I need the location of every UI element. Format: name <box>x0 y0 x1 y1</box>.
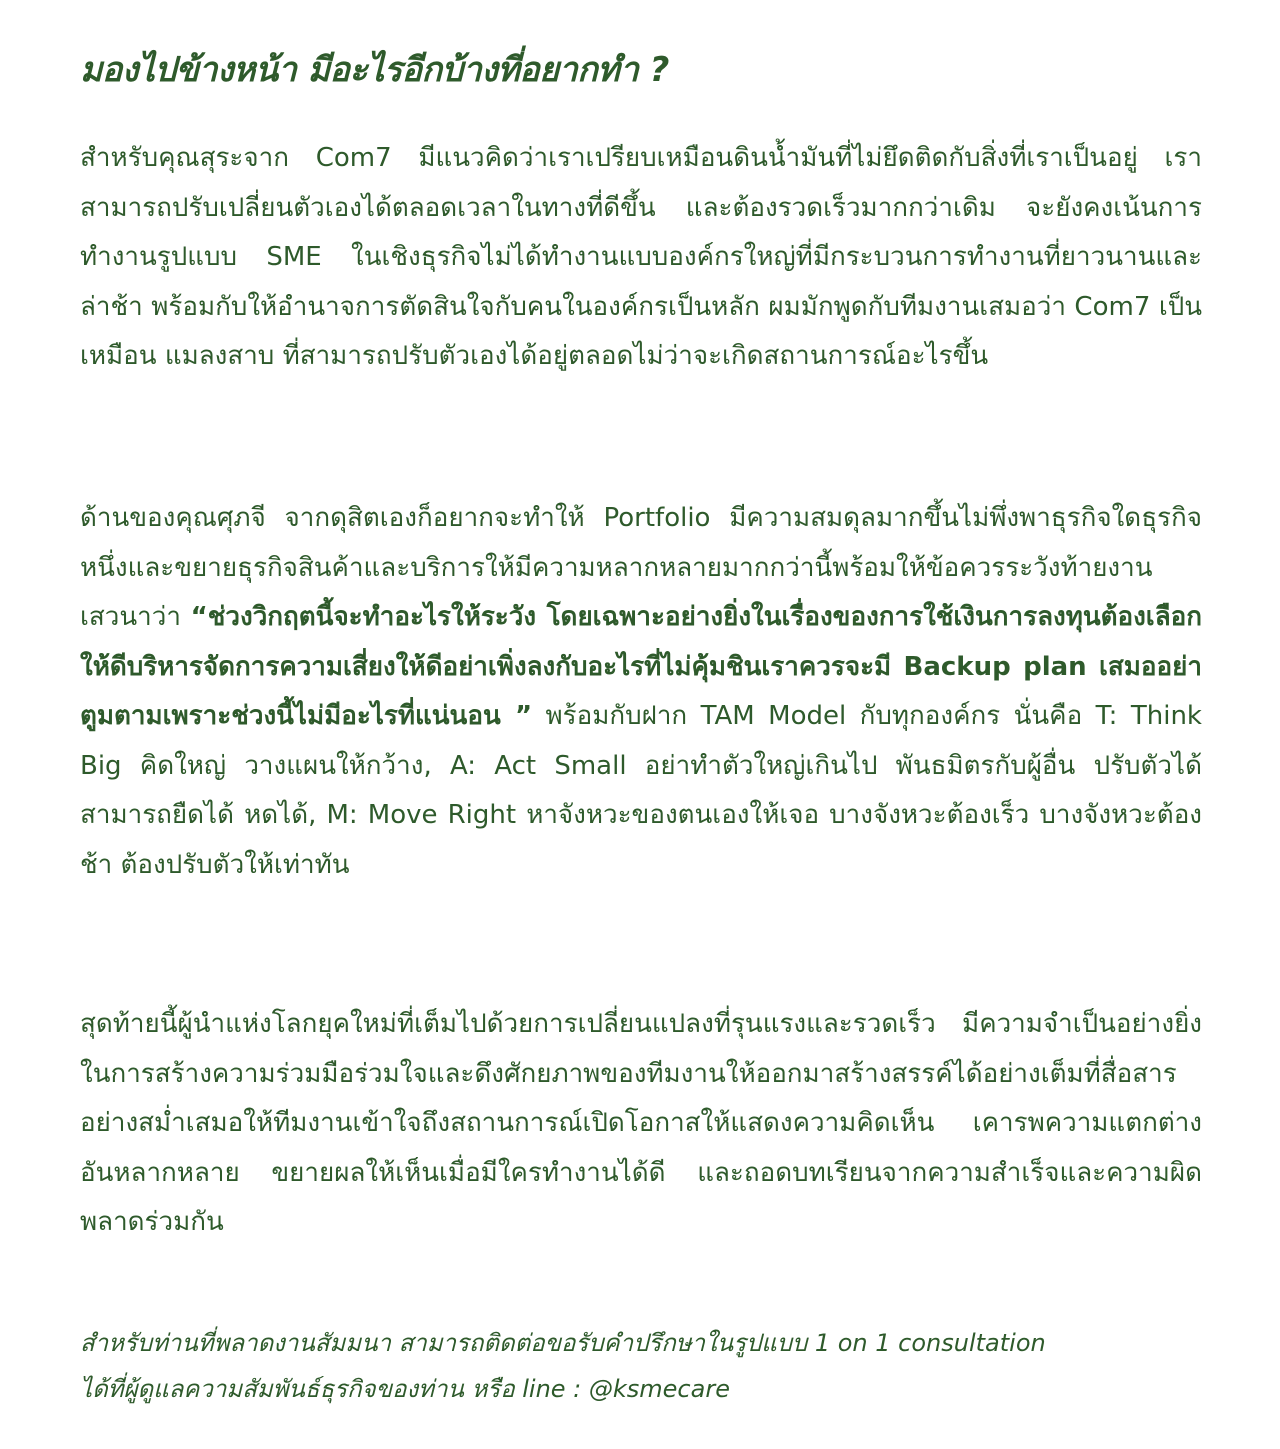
paragraph-dusit-outro: พร้อมกับฝาก TAM Model กับทุกองค์กร นั่นคือ T: Think Big คิดใหญ่ วางแผนให้กว้าง, A: Act Small อย่าทำตัวใหญ่เกินไป พันธมิตรกับผู้อื่น ปรับตัวได้ สามารถยืดได้ หดได้, M: Move Right หาจังหวะของตนเองให้เจอ บางจังหวะต้องเร็ว บางจังหวะต้องช้า ต้องปรับตัวให้เท่าทัน <box>80 701 1202 880</box>
paragraph-dusit-quote: “ช่วงวิกฤตนี้จะทำอะไรให้ระวัง โดยเฉพาะอย่างยิ่งในเรื่องของการใช้เงินการลงทุนต้องเลือกให้ดีบริหารจัดการความเสี่ยงให้ดีอย่าเพิ่งลงกับอะไรที่ไม่คุ้มชินเราควรจะมี Backup plan เสมออย่าตูมตามเพราะช่วงนี้ไม่มีอะไรที่แน่นอน ” <box>80 602 1202 731</box>
paragraph-com7: สำหรับคุณสุระจาก Com7 มีแนวคิดว่าเราเปรียบเหมือนดินน้ำมันที่ไม่ยึดติดกับสิ่งที่เราเป็นอยู่ เราสามารถปรับเปลี่ยนตัวเองได้ตลอดเวลาในทางที่ดีขึ้น และต้องรวดเร็วมากกว่าเดิม จะยังคงเน้นการทำงานรูปแบบ SME ในเชิงธุรกิจไม่ได้ทำงานแบบองค์กรใหญ่ที่มีกระบวนการทำงานที่ยาวนานและล่าช้า พร้อมกับให้อำนาจการตัดสินใจกับคนในองค์กรเป็นหลัก ผมมักพูดกับทีมงานเสมอว่า Com7 เป็นเหมือน แมลงสาบ ที่สามารถปรับตัวเองได้อยู่ตลอดไม่ว่าจะเกิดสถานการณ์อะไรขึ้น <box>80 143 1202 371</box>
footer-line-2: ได้ที่ผู้ดูแลความสัมพันธ์ธุรกิจของท่าน หรือ line : @ksmecare <box>80 1375 730 1403</box>
paragraph-dusit-intro: ด้านของคุณศุภจี จากดุสิตเองก็อยากจะทำให้ Portfolio มีความสมดุลมากขึ้นไม่พึ่งพาธุรกิจใดธุรกิจหนึ่งและขยายธุรกิจสินค้าและบริการให้มีความหลากหลายมากกว่านี้พร้อมให้ข้อควรระวังท้ายงานเสวนาว่า <box>80 503 1202 632</box>
footer-note <box>80 1320 1202 1412</box>
section-heading: มองไปข้างหน้า มีอะไรอีกบ้างที่อยากทำ ? <box>80 50 669 90</box>
paragraph-conclusion: สุดท้ายนี้ผู้นำแห่งโลกยุคใหม่ที่เต็มไปด้วยการเปลี่ยนแปลงที่รุนแรงและรวดเร็ว มีความจำเป็นอย่างยิ่งในการสร้างความร่วมมือร่วมใจและดึงศักยภาพของทีมงานให้ออกมาสร้างสรรค์ได้อย่างเต็มที่สื่อสารอย่างสม่ำเสมอให้ทีมงานเข้าใจถึงสถานการณ์เปิดโอกาสให้แสดงความคิดเห็น เคารพความแตกต่างอันหลากหลาย ขยายผลให้เห็นเมื่อมีใครทำงานได้ดี และถอดบทเรียนจากความสำเร็จและความผิดพลาดร่วมกัน <box>80 1009 1202 1237</box>
footer-line-1: สำหรับท่านที่พลาดงานสัมมนา สามารถติดต่อขอรับคำปรึกษาในรูปแบบ 1 on 1 consultation <box>80 1329 1046 1357</box>
paragraph-dusit <box>80 494 1202 890</box>
